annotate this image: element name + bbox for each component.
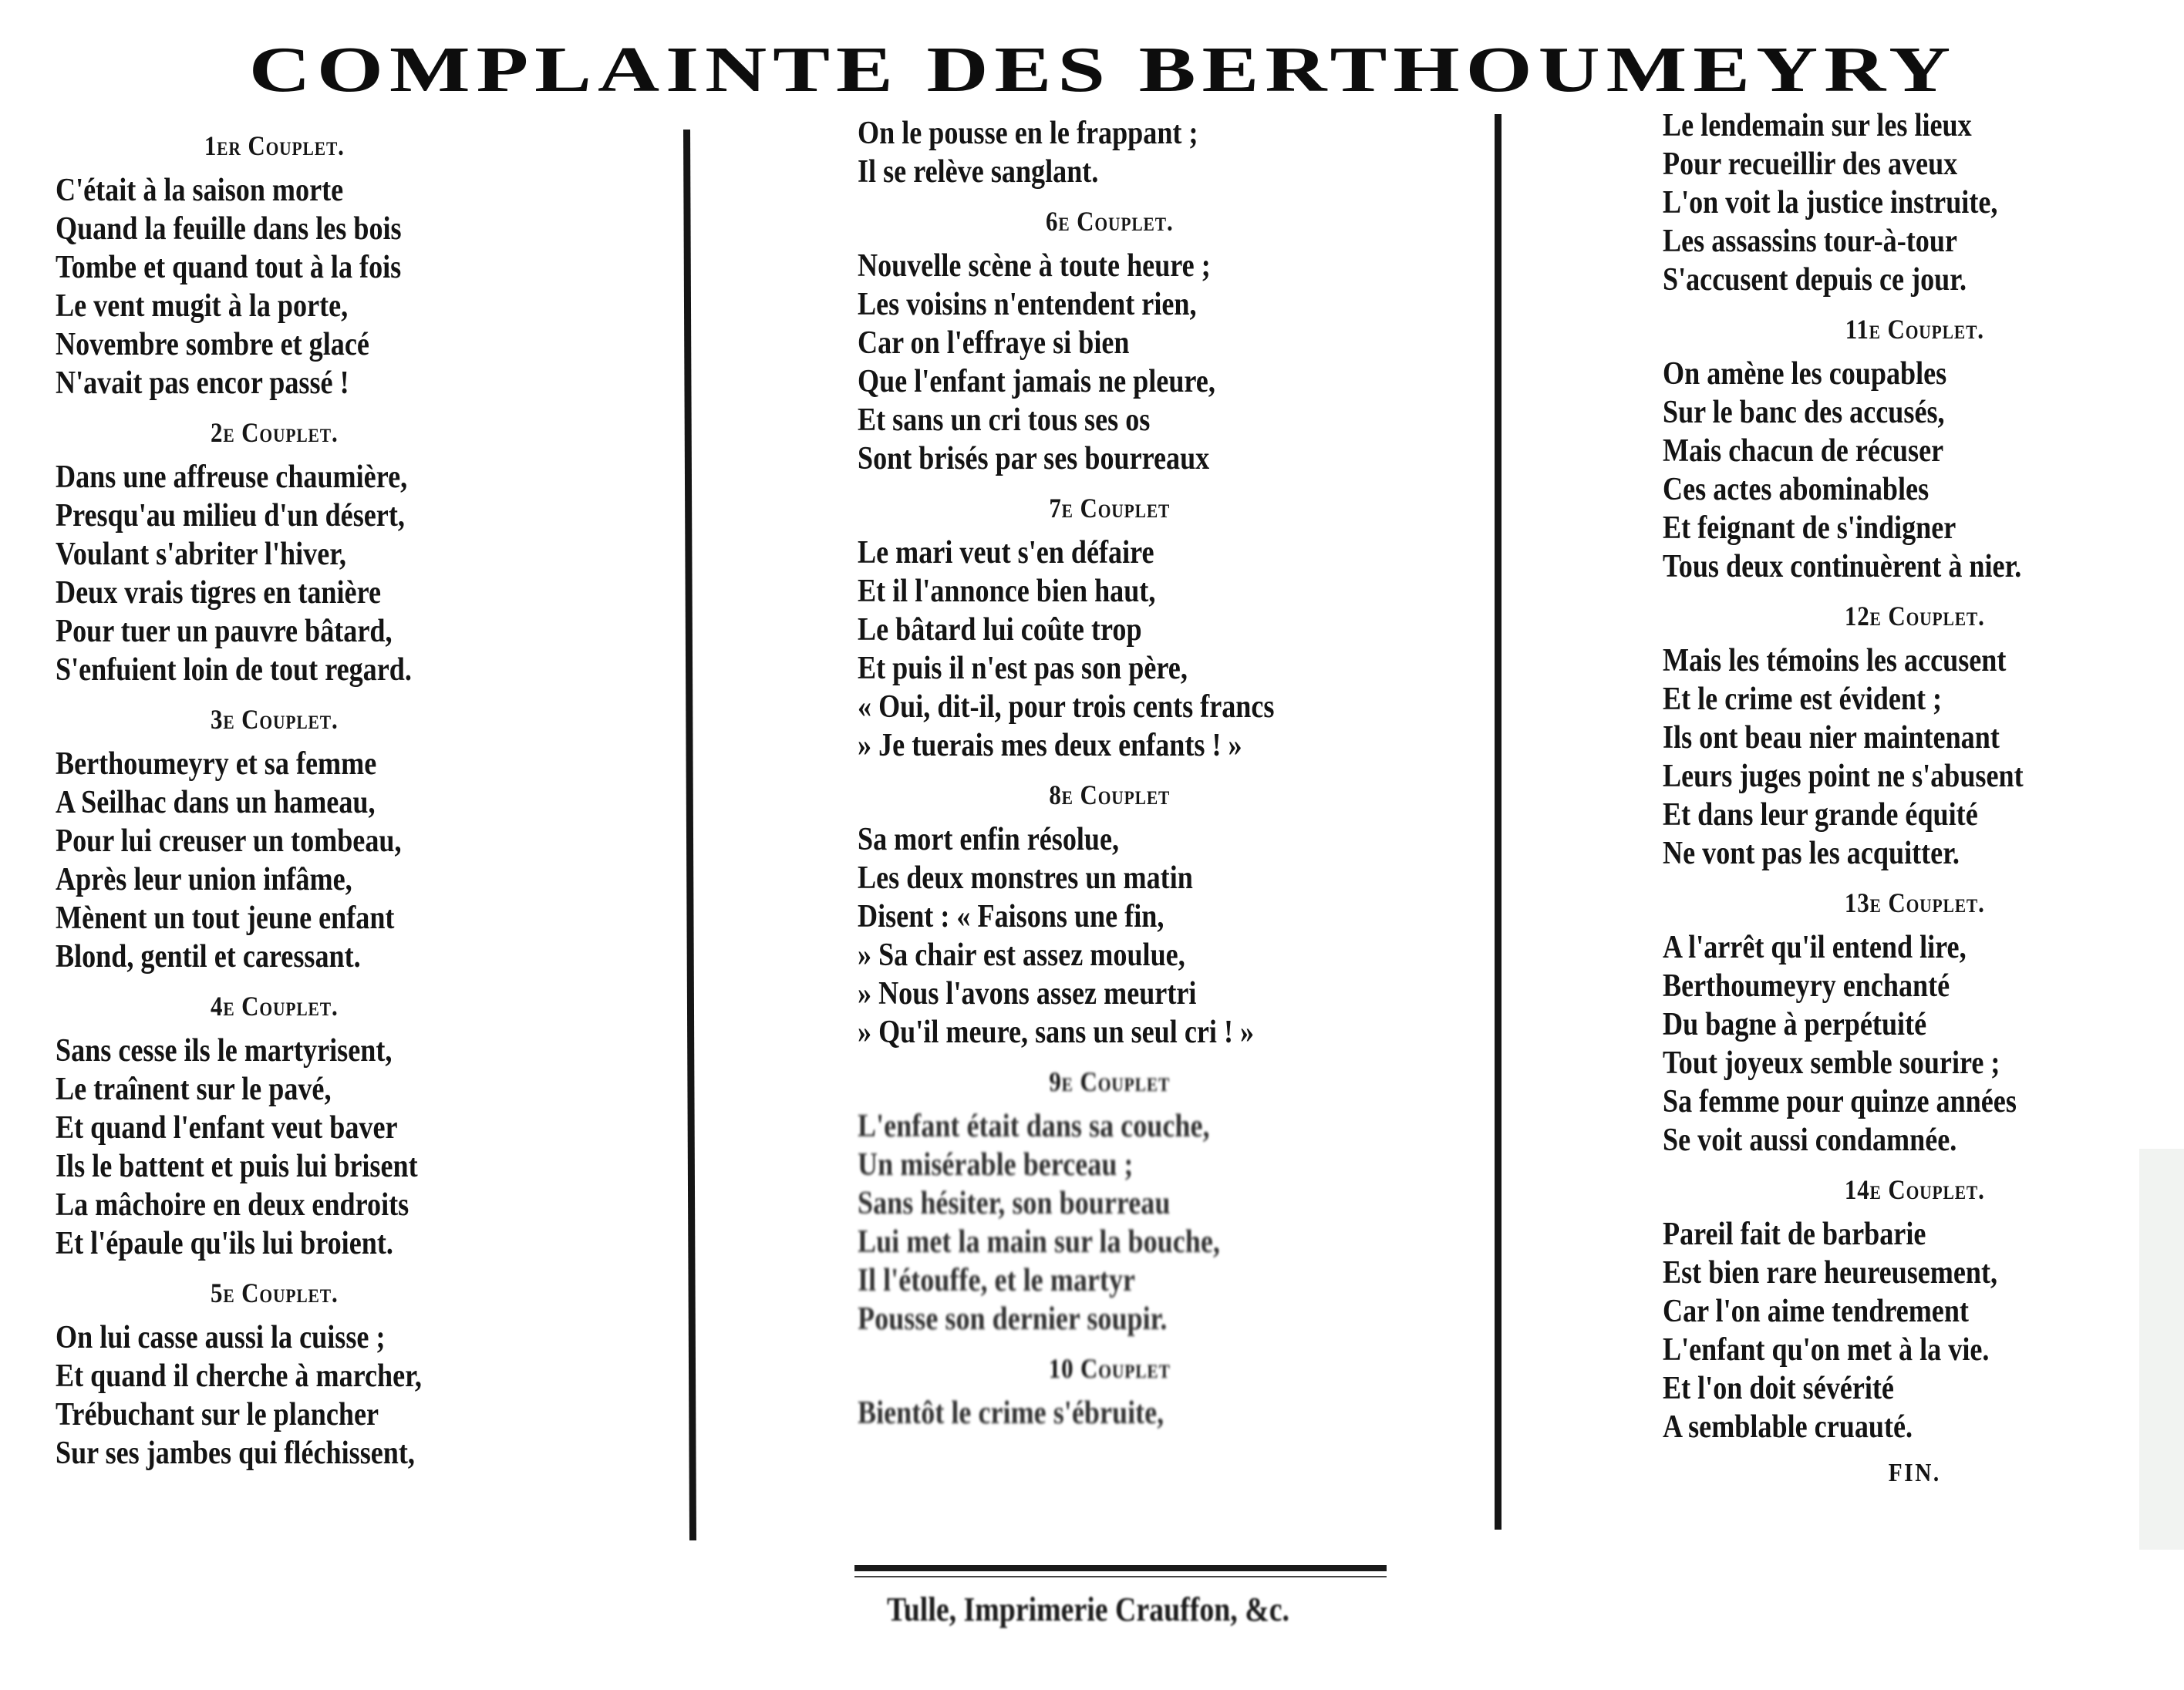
verse-line: Et quand l'enfant veut baver [56, 1110, 398, 1146]
verse-line: Ils ont beau nier maintenant [1663, 720, 2000, 756]
verse-line: Le vent mugit à la porte, [56, 288, 349, 324]
couplet-heading: 12e Couplet. [1844, 601, 1985, 631]
verse-line: Presqu'au milieu d'un désert, [56, 498, 405, 534]
verse-line: On le pousse en le frappant ; [858, 116, 1198, 151]
couplet-10 [858, 1349, 1381, 1432]
verse-line: Berthoumeyry enchanté [1663, 968, 1950, 1004]
couplet-heading: 9e Couplet [1049, 1066, 1171, 1097]
verse-line: Et il l'annonce bien haut, [858, 574, 1156, 609]
couplet-heading: 5e Couplet. [211, 1278, 339, 1308]
couplet-heading: 8e Couplet [1049, 779, 1171, 810]
verse-line: Sans hésiter, son bourreau [858, 1186, 1171, 1221]
couplet-13 [1663, 884, 2180, 1160]
verse-line: Est bien rare heureusement, [1663, 1255, 1998, 1291]
verse-line: A semblable cruauté. [1663, 1409, 1913, 1445]
verse-line: S'accusent depuis ce jour. [1663, 262, 1967, 298]
verse-line: Il l'étouffe, et le martyr [858, 1263, 1136, 1298]
verse-line: Et puis il n'est pas son père, [858, 651, 1188, 686]
verse-line: Pousse son dernier soupir. [858, 1301, 1168, 1337]
end-mark: FIN. [1888, 1459, 1941, 1487]
verse-line: Pour lui creuser un tombeau, [56, 823, 402, 859]
verse-line: Deux vrais tigres en tanière [56, 575, 382, 611]
verse-line: Leurs juges point ne s'abusent [1663, 759, 2024, 794]
verse-line: Pour recueillir des aveux [1663, 146, 1958, 182]
verse-line: Sont brisés par ses bourreaux [858, 441, 1210, 476]
verse-line: Bientôt le crime s'ébruite, [858, 1395, 1164, 1431]
verse-line: Mais chacun de récuser [1663, 433, 1944, 469]
verse-line: Tout joyeux semble sourire ; [1663, 1045, 2000, 1081]
verse-line: Et dans leur grande équité [1663, 797, 1978, 833]
couplet-heading: 3e Couplet. [211, 704, 339, 735]
verse-line: Sa mort enfin résolue, [858, 822, 1120, 857]
verse-line: Car l'on aime tendrement [1663, 1294, 1969, 1329]
verse-line: Les assassins tour-à-tour [1663, 224, 1957, 259]
couplet-heading: 7e Couplet [1049, 493, 1171, 523]
verse-line: A l'arrêt qu'il entend lire, [1663, 930, 1967, 965]
couplet-5-continued [858, 114, 1381, 191]
column-left [56, 116, 494, 1473]
column-middle [858, 114, 1381, 1432]
verse-line: Disent : « Faisons une fin, [858, 899, 1164, 934]
verse-line: L'enfant était dans sa couche, [858, 1109, 1210, 1144]
verse-line: L'enfant qu'on met à la vie. [1663, 1332, 1990, 1368]
verse-line: Mènent un tout jeune enfant [56, 901, 395, 936]
couplet-6 [858, 202, 1381, 478]
verse-line: Novembre sombre et glacé [56, 327, 369, 362]
verse-line: Tous deux continuèrent à nier. [1663, 549, 2022, 584]
verse-line: » Sa chair est assez moulue, [858, 938, 1185, 973]
verse-line: A Seilhac dans un hameau, [56, 785, 376, 820]
verse-line: Se voit aussi condamnée. [1663, 1123, 1957, 1158]
couplet-12 [1663, 597, 2180, 873]
couplet-heading: 2e Couplet. [211, 417, 339, 448]
column-divider-right [1495, 114, 1502, 1530]
verse-line: Trébuchant sur le plancher [56, 1397, 379, 1432]
page-title: COMPLAINTE DES BERTHOUMEYRY [248, 34, 1957, 106]
couplet-1 [56, 126, 494, 402]
verse-line: Sans cesse ils le martyrisent, [56, 1033, 393, 1069]
imprint-rule [854, 1565, 1387, 1571]
verse-line: Les voisins n'entendent rien, [858, 287, 1197, 322]
verse-line: Quand la feuille dans les bois [56, 211, 402, 247]
couplet-14 [1663, 1170, 2180, 1446]
verse-line: « Oui, dit-il, pour trois cents francs [858, 689, 1275, 725]
verse-line: » Je tuerais mes deux enfants ! » [858, 728, 1242, 763]
verse-line: Car on l'effraye si bien [858, 325, 1130, 361]
verse-line: Et sans un cri tous ses os [858, 402, 1151, 438]
verse-line: Le lendemain sur les lieux [1663, 108, 1972, 143]
couplet-8 [858, 776, 1381, 1052]
column-divider-left [683, 130, 696, 1540]
couplet-10-continued [1663, 106, 2180, 299]
verse-line: Le traînent sur le pavé, [56, 1072, 332, 1107]
verse-line: Pareil fait de barbarie [1663, 1217, 1926, 1252]
couplet-heading: 10 Couplet [1048, 1353, 1171, 1384]
verse-line: Le bâtard lui coûte trop [858, 612, 1142, 648]
imprint-rule-thin [854, 1576, 1387, 1577]
verse-line: Le mari veut s'en défaire [858, 535, 1154, 571]
verse-line: Berthoumeyry et sa femme [56, 746, 377, 782]
verse-line: Ils le battent et puis lui brisent [56, 1149, 418, 1184]
couplet-3 [56, 700, 494, 976]
verse-line: On lui casse aussi la cuisse ; [56, 1320, 386, 1355]
verse-line: Un misérable berceau ; [858, 1147, 1134, 1183]
verse-line: Sur le banc des accusés, [1663, 395, 1945, 430]
couplet-9 [858, 1062, 1381, 1338]
verse-line: Tombe et quand tout à la fois [56, 250, 402, 285]
couplet-7 [858, 489, 1381, 765]
verse-line: Et l'on doit sévérité [1663, 1371, 1894, 1406]
verse-line: Après leur union infâme, [56, 862, 352, 897]
verse-line: Et feignant de s'indigner [1663, 510, 1957, 546]
couplet-heading: 6e Couplet. [1046, 206, 1174, 237]
verse-line: Mais les témoins les accusent [1663, 643, 2007, 678]
verse-line: Et l'épaule qu'ils lui broient. [56, 1226, 393, 1261]
verse-line: Et le crime est évident ; [1663, 682, 1943, 717]
scan-edge-shade [2139, 1149, 2184, 1550]
verse-line: Les deux monstres un matin [858, 860, 1193, 896]
verse-line: Pour tuer un pauvre bâtard, [56, 614, 393, 649]
verse-line: La mâchoire en deux endroits [56, 1187, 410, 1223]
verse-line: L'on voit la justice instruite, [1663, 185, 1998, 221]
verse-line: Ces actes abominables [1663, 472, 1930, 507]
couplet-heading: 14e Couplet. [1844, 1174, 1985, 1205]
verse-line: » Nous l'avons assez meurtri [858, 976, 1197, 1012]
verse-line: Sur ses jambes qui fléchissent, [56, 1436, 415, 1471]
verse-line: Blond, gentil et caressant. [56, 939, 361, 975]
verse-line: Il se relève sanglant. [858, 154, 1099, 190]
printer-imprint: Tulle, Imprimerie Crauffon, &c. [887, 1591, 1289, 1628]
verse-line: S'enfuient loin de tout regard. [56, 652, 412, 688]
verse-line: Lui met la main sur la bouche, [858, 1224, 1220, 1260]
verse-line: Sa femme pour quinze années [1663, 1084, 2017, 1119]
verse-line: Ne vont pas les acquitter. [1663, 836, 1960, 871]
column-right [1663, 106, 2180, 1493]
couplet-heading: 11e Couplet. [1845, 314, 1984, 345]
verse-line: Nouvelle scène à toute heure ; [858, 248, 1211, 284]
couplet-2 [56, 413, 494, 689]
couplet-heading: 4e Couplet. [211, 991, 339, 1022]
verse-line: Voulant s'abriter l'hiver, [56, 537, 346, 572]
couplet-heading: 13e Couplet. [1844, 887, 1985, 918]
verse-line: » Qu'il meure, sans un seul cri ! » [858, 1015, 1255, 1050]
verse-line: Que l'enfant jamais ne pleure, [858, 364, 1215, 399]
couplet-heading: 1er Couplet. [204, 130, 345, 161]
couplet-11 [1663, 310, 2180, 586]
verse-line: Dans une affreuse chaumière, [56, 460, 408, 495]
verse-line: N'avait pas encor passé ! [56, 365, 349, 401]
couplet-5 [56, 1274, 494, 1473]
verse-line: Du bagne à perpétuité [1663, 1007, 1927, 1042]
couplet-4 [56, 987, 494, 1263]
verse-line: On amène les coupables [1663, 356, 1947, 392]
verse-line: Et quand il cherche à marcher, [56, 1358, 422, 1394]
verse-line: C'était à la saison morte [56, 173, 344, 208]
